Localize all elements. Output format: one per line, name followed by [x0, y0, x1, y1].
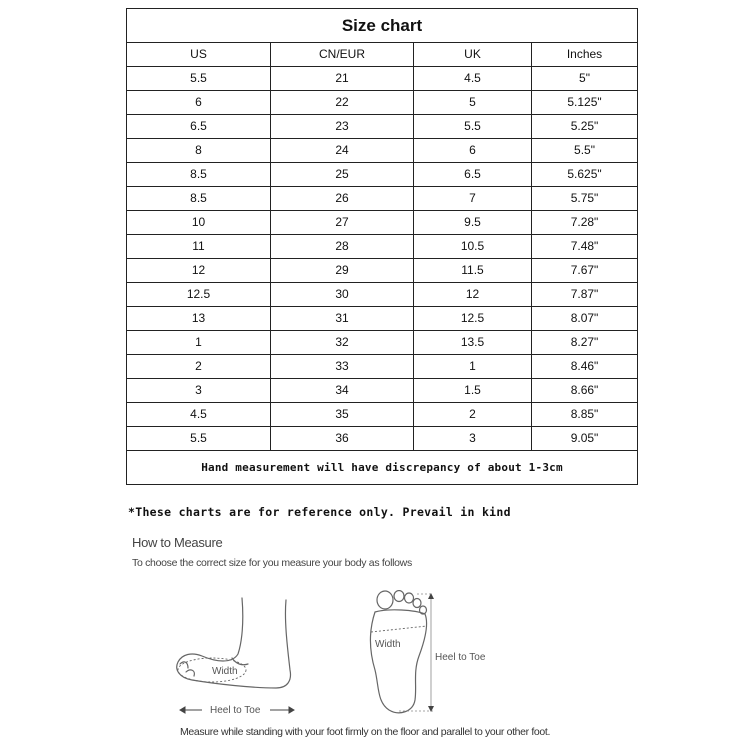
table-cell: 34	[271, 379, 414, 403]
table-cell: 3	[414, 427, 532, 451]
table-cell: 8	[127, 139, 271, 163]
table-cell: 4.5	[127, 403, 271, 427]
table-cell: 3	[127, 379, 271, 403]
table-cell: 8.46"	[532, 355, 638, 379]
table-cell: 31	[271, 307, 414, 331]
table-cell: 23	[271, 115, 414, 139]
table-cell: 6	[127, 91, 271, 115]
table-cell: 6.5	[414, 163, 532, 187]
size-chart-body	[127, 67, 638, 451]
table-cell: 8.07"	[532, 307, 638, 331]
table-cell: 2	[414, 403, 532, 427]
table-row	[127, 139, 638, 163]
table-cell: 12	[414, 283, 532, 307]
width-label-side: Width	[212, 666, 238, 677]
table-cell: 5"	[532, 67, 638, 91]
foot-sole-view-illustration	[355, 590, 495, 715]
table-cell: 4.5	[414, 67, 532, 91]
table-cell: 30	[271, 283, 414, 307]
foot-side-view-illustration	[172, 592, 307, 722]
heel-to-toe-label-sole: Heel to Toe	[435, 652, 486, 663]
table-row	[127, 427, 638, 451]
how-to-measure-subtitle: To choose the correct size for you measure your body as follows	[132, 557, 412, 569]
table-cell: 9.05"	[532, 427, 638, 451]
table-cell: 5.75"	[532, 187, 638, 211]
header-row	[127, 43, 638, 67]
table-row	[127, 91, 638, 115]
column-header: CN/EUR	[271, 43, 414, 67]
table-row	[127, 307, 638, 331]
table-cell: 5.5	[414, 115, 532, 139]
table-cell: 26	[271, 187, 414, 211]
table-cell: 5.25"	[532, 115, 638, 139]
column-header: Inches	[532, 43, 638, 67]
table-cell: 12	[127, 259, 271, 283]
measure-caption: Measure while standing with your foot firmly on the floor and parallel to your other foot.	[180, 726, 551, 738]
table-cell: 13.5	[414, 331, 532, 355]
table-cell: 5.5	[127, 427, 271, 451]
table-cell: 1.5	[414, 379, 532, 403]
measurement-note: Hand measurement will have discrepancy of about 1-3cm	[127, 451, 638, 485]
table-cell: 25	[271, 163, 414, 187]
table-row	[127, 259, 638, 283]
table-row	[127, 235, 638, 259]
table-cell: 12.5	[414, 307, 532, 331]
width-label-sole: Width	[375, 639, 401, 650]
table-cell: 10	[127, 211, 271, 235]
table-cell: 6.5	[127, 115, 271, 139]
table-cell: 8.66"	[532, 379, 638, 403]
table-cell: 9.5	[414, 211, 532, 235]
table-cell: 24	[271, 139, 414, 163]
table-cell: 5.5	[127, 67, 271, 91]
size-chart-table	[126, 8, 638, 485]
column-header: UK	[414, 43, 532, 67]
table-cell: 8.85"	[532, 403, 638, 427]
table-row	[127, 115, 638, 139]
table-cell: 7.48"	[532, 235, 638, 259]
table-row	[127, 163, 638, 187]
table-cell: 36	[271, 427, 414, 451]
table-row	[127, 211, 638, 235]
table-cell: 5	[414, 91, 532, 115]
table-cell: 5.625"	[532, 163, 638, 187]
table-cell: 33	[271, 355, 414, 379]
column-header: US	[127, 43, 271, 67]
table-row	[127, 379, 638, 403]
table-cell: 29	[271, 259, 414, 283]
table-cell: 35	[271, 403, 414, 427]
table-row	[127, 403, 638, 427]
table-cell: 32	[271, 331, 414, 355]
table-cell: 1	[127, 331, 271, 355]
table-cell: 22	[271, 91, 414, 115]
table-cell: 27	[271, 211, 414, 235]
table-row	[127, 187, 638, 211]
heel-to-toe-label-side: Heel to Toe	[210, 705, 261, 716]
table-cell: 8.5	[127, 187, 271, 211]
size-chart-title: Size chart	[127, 9, 638, 43]
table-cell: 5.125"	[532, 91, 638, 115]
table-cell: 28	[271, 235, 414, 259]
table-cell: 11.5	[414, 259, 532, 283]
table-cell: 21	[271, 67, 414, 91]
how-to-measure-title: How to Measure	[132, 535, 223, 550]
table-cell: 7.28"	[532, 211, 638, 235]
table-cell: 1	[414, 355, 532, 379]
table-cell: 12.5	[127, 283, 271, 307]
table-row	[127, 355, 638, 379]
table-cell: 13	[127, 307, 271, 331]
table-cell: 7.87"	[532, 283, 638, 307]
table-cell: 8.5	[127, 163, 271, 187]
table-cell: 2	[127, 355, 271, 379]
table-row	[127, 283, 638, 307]
table-cell: 5.5"	[532, 139, 638, 163]
table-row	[127, 331, 638, 355]
reference-disclaimer: *These charts are for reference only. Prevail in kind	[128, 505, 511, 519]
table-cell: 7.67"	[532, 259, 638, 283]
table-cell: 7	[414, 187, 532, 211]
table-cell: 8.27"	[532, 331, 638, 355]
table-cell: 10.5	[414, 235, 532, 259]
table-cell: 11	[127, 235, 271, 259]
table-cell: 6	[414, 139, 532, 163]
table-row	[127, 67, 638, 91]
